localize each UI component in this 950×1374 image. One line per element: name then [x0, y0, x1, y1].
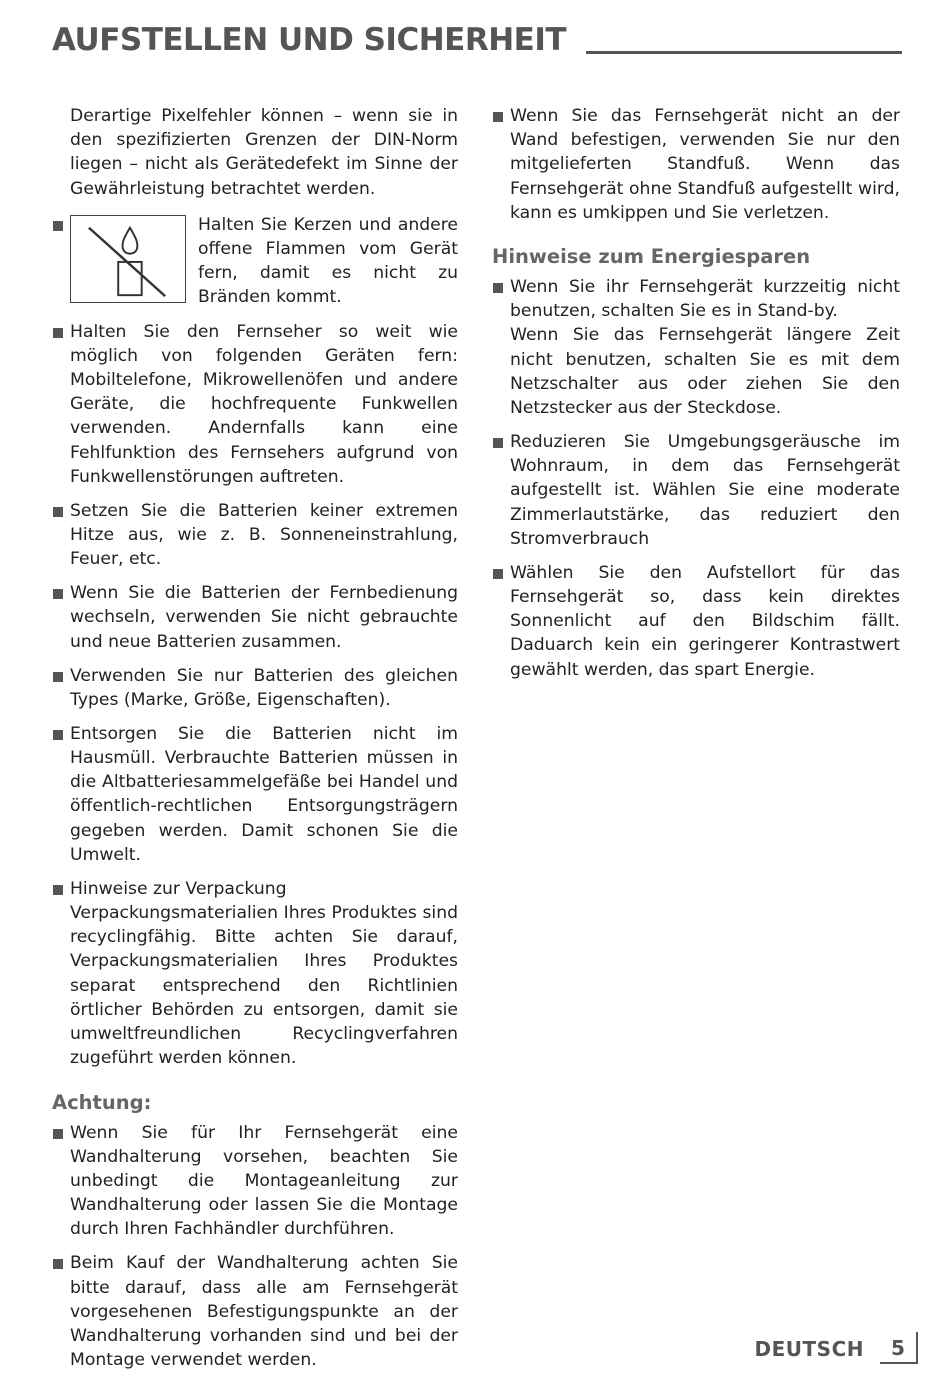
list-item: [492, 430, 900, 551]
list-item-text: Verwenden Sie nur Batterien des gleichen Types (Marke, Größe, Eigenschaften).: [70, 665, 458, 710]
square-bullet-icon: [53, 328, 63, 338]
square-bullet-icon: [53, 885, 63, 895]
list-item: [492, 104, 900, 225]
intro-paragraph: Derartige Pixelfehler können – wenn sie in den spezifizierten Grenzen der DIN-Norm liegen – nicht als Gerätedefekt im Sinne der Gewährleistung betrachtet werden.: [70, 106, 458, 199]
list-item-text: Setzen Sie die Batterien keiner extremen Hitze aus, wie z. B. Sonneneinstrahlung, Feuer, etc.: [70, 500, 458, 570]
achtung-heading: Achtung:: [52, 1090, 152, 1114]
right-column: [492, 104, 900, 692]
list-item: [52, 320, 458, 489]
list-item-text: Wenn Sie das Fernsehgerät nicht an der Wand befestigen, verwenden Sie nur den mitgelieferten Standfuß. Wenn das Fernsehgerät ohne Standfuß aufgestellt wird, kann es umkippen und Sie verletzen.: [510, 106, 900, 223]
square-bullet-icon: [493, 112, 503, 122]
page-header: [52, 22, 902, 66]
list-item: [52, 722, 458, 867]
list-item: [52, 1251, 458, 1372]
square-bullet-icon: [53, 589, 63, 599]
square-bullet-icon: [53, 730, 63, 740]
page-number: 5: [880, 1332, 918, 1364]
list-item: [52, 581, 458, 654]
square-bullet-icon: [53, 672, 63, 682]
square-bullet-icon: [53, 507, 63, 517]
list-item-text: Wenn Sie ihr Fernsehgerät kurzzeitig nicht benutzen, schalten Sie es in Stand-by.: [510, 277, 900, 322]
list-item-text: Wenn Sie die Batterien der Fernbedienung wechseln, verwenden Sie nicht gebrauchte und neue Batterien zusammen.: [70, 583, 458, 652]
square-bullet-icon: [53, 221, 63, 231]
list-item: [52, 1121, 458, 1242]
list-item-text: Wenn Sie für Ihr Fernsehgerät eine Wandhalterung vorsehen, beachten Sie unbedingt die Montageanleitung zur Wandhalterung oder lassen Sie die Montage durch Ihren Fachhändler durchführen.: [70, 1122, 458, 1240]
energy-heading: Hinweise zum Energiesparen: [492, 245, 811, 269]
list-item-text: Reduzieren Sie Umgebungsgeräusche im Wohnraum, in dem das Fernsehgerät aufgestellt ist. Wählen Sie eine moderate Zimmerlautstärke, das reduziert den Stromverbrauch: [510, 432, 900, 549]
list-item-text: Wenn Sie das Fernsehgerät längere Zeit nicht benutzen, schalten Sie es mit dem Netzschalter aus oder ziehen Sie den Netzstecker aus der Steckdose.: [510, 325, 900, 419]
left-column: [52, 104, 458, 1374]
packaging-text: Verpackungsmaterialien Ihres Produktes sind recyclingfähig. Bitte achten Sie darauf, Verpackungsmaterialien Ihres Produktes separat entsprechend den Richtlinien örtlicher Behörden zu entsorgen, damit sie umweltfreundlichen Recyclingverfahren zugeführt werden können.: [70, 903, 458, 1069]
list-item: [52, 499, 458, 572]
square-bullet-icon: [493, 283, 503, 293]
square-bullet-icon: [493, 569, 503, 579]
list-item: [52, 664, 458, 712]
candle-warning-text: Halten Sie Kerzen und andere offene Flammen vom Gerät fern, damit es nicht zu Bränden kommt.: [198, 214, 458, 308]
square-bullet-icon: [493, 438, 503, 448]
list-item-text: Halten Sie den Fernseher so weit wie möglich von folgenden Geräten fern: Mobiltelefone, Mikrowellenöfen und andere Geräte, die hochfrequente Funkwellen verwenden. Andernfalls kann eine Fehlfunktion des Fernsehers aufgrund von Funkwellenstörungen auftreten.: [70, 321, 458, 487]
no-candle-icon: [70, 215, 186, 303]
square-bullet-icon: [53, 1259, 63, 1269]
header-rule: [586, 51, 902, 54]
square-bullet-icon: [53, 1129, 63, 1139]
footer-language: DEUTSCH: [754, 1337, 864, 1361]
list-item: [492, 275, 900, 420]
packaging-item: [52, 877, 458, 1071]
candle-warning-item: [52, 213, 458, 310]
list-item-text: Entsorgen Sie die Batterien nicht im Hausmüll. Verbrauchte Batterien müssen in die Altbatteriesammelgefäße bei Handel und öffentlich-rechtlichen Entsorgungsträgern gegeben werden. Damit schonen Sie die Umwelt.: [70, 723, 458, 865]
list-item-text: Wählen Sie den Aufstellort für das Fernsehgerät so, dass kein direktes Sonnenlicht auf den Bildschim fällt. Daduarch kein ein geringerer Kontrastwert gewählt werden, das spart Energie.: [510, 562, 900, 680]
packaging-title: Hinweise zur Verpackung: [70, 878, 287, 899]
page-title: AUFSTELLEN UND SICHERHEIT: [52, 22, 567, 58]
list-item-text: Beim Kauf der Wandhalterung achten Sie bitte darauf, dass alle am Fernsehgerät vorgesehenen Befestigungspunkte an der Wandhalterung vorhanden sind und bei der Montage verwendet werden.: [70, 1253, 458, 1371]
list-item: [492, 561, 900, 682]
